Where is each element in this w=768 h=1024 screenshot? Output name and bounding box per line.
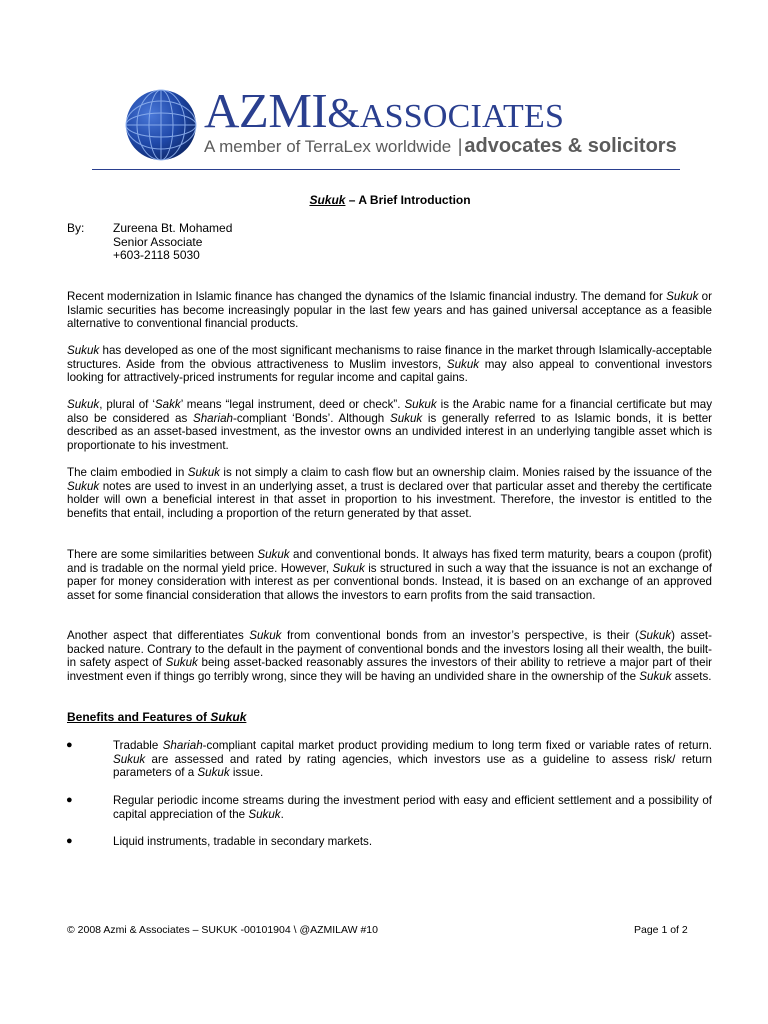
- text-run: is structured in such a way that the issuance is not an exchange of paper for money consideration with interest as per conventional bonds. Instead, it is based on an exchange of an approved asset for some financial consideration that allows the investors to earn profits from the said transaction.: [67, 561, 712, 602]
- section-heading: [67, 710, 246, 724]
- text-run: may also appeal to conventional investors looking for attractively-priced instruments for regular income and capital gains.: [67, 357, 712, 384]
- text-run: issue.: [229, 766, 264, 779]
- italic-run: Sukuk: [446, 357, 480, 371]
- italic-run: Shariah: [193, 411, 233, 425]
- text-run: Liquid instruments, tradable in secondary markets.: [113, 835, 373, 848]
- paragraph-5: [67, 548, 712, 602]
- italic-run: Sukuk: [666, 290, 699, 303]
- text-run: Regular periodic income streams during the investment period with easy and efficient settlement and a possibility of capital appreciation of the: [113, 794, 712, 821]
- text-run: assets.: [671, 669, 712, 683]
- header-divider: [92, 169, 680, 170]
- text-run: has developed as one of the most significant mechanisms to raise finance in the market through Islamically-acceptable structures. Aside from the obvious attractiveness to Muslim investors,: [67, 344, 712, 371]
- author-lines: [113, 222, 232, 263]
- text-run: The claim embodied in: [67, 466, 188, 479]
- author-phone: +603-2118 5030: [113, 248, 200, 262]
- text-run: Recent modernization in Islamic finance has changed the dynamics of the Islamic financial industry. The demand for: [67, 290, 667, 303]
- text-run: and conventional bonds. It always has fixed term maturity, bears a coupon (profit) and is tradable on the normal yield price. However,: [67, 548, 712, 575]
- title-rest: – A Brief Introduction: [345, 193, 471, 207]
- bullet-marker: ●: [66, 739, 73, 751]
- italic-run: Sakk: [154, 398, 181, 411]
- title-italic: Sukuk: [309, 193, 346, 207]
- footer-copyright: © 2008 Azmi & Associates – SUKUK -00101904 \ @AZMILAW #10: [67, 924, 378, 936]
- title-underline: [309, 193, 345, 207]
- italic-run: Sukuk: [67, 398, 100, 411]
- italic-run: Sukuk: [257, 548, 290, 561]
- italic-run: Shariah: [162, 739, 203, 752]
- italic-run: Sukuk: [638, 629, 672, 642]
- document-title: [0, 193, 768, 207]
- text-run: being asset-backed reasonably assures the investors of their ability to retrieve a major part of their investment even if things go terribly wrong, since they will be having an undivided share in the ownership of the: [67, 656, 713, 683]
- member-text: A member of TerraLex worldwide: [204, 137, 452, 156]
- italic-run: Sukuk: [249, 629, 282, 642]
- text-run: ’ means “legal instrument, deed or check”.: [180, 398, 405, 411]
- firm-name: [204, 83, 565, 138]
- author-name: Zureena Bt. Mohamed: [113, 221, 233, 235]
- text-run: are assessed and rated by rating agencies, which investors use as a guideline to assess risk/ return parameters of a: [113, 752, 712, 779]
- text-run: , plural of ‘: [99, 398, 155, 411]
- italic-run: Sukuk: [187, 466, 220, 479]
- italic-run: Sukuk: [67, 344, 100, 357]
- text-run: is generally referred to as Islamic bonds, it is better described as an asset-based investment, as the investor owns an undivided interest in an underlying tangible asset which is proportionate to his investment.: [67, 411, 713, 452]
- text-run: -compliant capital market product providing medium to long term fixed or variable rates of return.: [202, 739, 712, 752]
- text-run: is not simply a claim to cash flow but an ownership claim. Monies raised by the issuance of the: [219, 466, 712, 479]
- bullet-item-3: [113, 835, 712, 849]
- advocates-text: advocates & solicitors: [464, 135, 677, 157]
- italic-run: Sukuk: [332, 561, 365, 575]
- italic-run: Sukuk: [389, 411, 423, 425]
- italic-run: Sukuk: [248, 807, 281, 821]
- bullet-marker: ●: [66, 794, 73, 806]
- text-run: ) asset-backed nature. Contrary to the default in the payment of conventional bonds and the investors losing all their wealth, the built-in safety aspect of: [67, 629, 712, 669]
- text-run: Another aspect that differentiates: [67, 629, 250, 642]
- text-run: -compliant ‘Bonds’. Although: [232, 411, 390, 425]
- by-label: By:: [67, 221, 85, 235]
- section-heading-text: Benefits and Features of: [67, 710, 211, 724]
- firm-logo: [124, 83, 677, 166]
- tagline-separator: |: [457, 136, 463, 156]
- author-position: Senior Associate: [113, 234, 203, 249]
- italic-run: Sukuk: [67, 479, 100, 493]
- text-run: is the Arabic name for a financial certificate but may also be considered as: [67, 398, 712, 425]
- section-heading-italic: Sukuk: [210, 710, 247, 724]
- firm-tagline: [204, 134, 677, 158]
- firm-name-ampersand: &: [327, 91, 360, 137]
- firm-name-azmi: AZMI: [204, 83, 328, 138]
- firm-name-associates: ASSOCIATES: [359, 98, 565, 135]
- bullet-item-2: [113, 794, 712, 821]
- paragraph-4: [67, 466, 712, 520]
- text-run: notes are used to invest in an underlying asset, a trust is declared over that particular asset and thereby the certificate holder will own a beneficial interest in that asset in proportion to his investment. Therefore, the investor is entitled to the benefits that entail, including a proportion of the return generated by that asset.: [67, 479, 712, 520]
- paragraph-1: [67, 290, 712, 331]
- italic-run: Sukuk: [197, 766, 230, 779]
- italic-run: Sukuk: [165, 656, 198, 669]
- italic-run: Sukuk: [639, 669, 672, 683]
- italic-run: Sukuk: [404, 398, 437, 411]
- text-run: from conventional bonds from an investor’s perspective, is their (: [281, 629, 639, 642]
- text-run: or Islamic securities has become increasingly popular in the last few years and has gained universal acceptance as a feasible alternative to conventional financial products.: [67, 290, 712, 330]
- bullet-marker: ●: [66, 835, 73, 847]
- paragraph-2: [67, 344, 712, 385]
- footer-page-number: Page 1 of 2: [634, 924, 688, 936]
- text-run: Tradable: [113, 739, 163, 752]
- globe-icon: [124, 88, 198, 162]
- italic-run: Sukuk: [113, 752, 146, 766]
- paragraph-6: [67, 629, 712, 683]
- text-run: There are some similarities between: [67, 548, 258, 561]
- text-run: .: [280, 807, 284, 821]
- paragraph-3: [67, 398, 712, 452]
- bullet-item-1: [113, 739, 712, 780]
